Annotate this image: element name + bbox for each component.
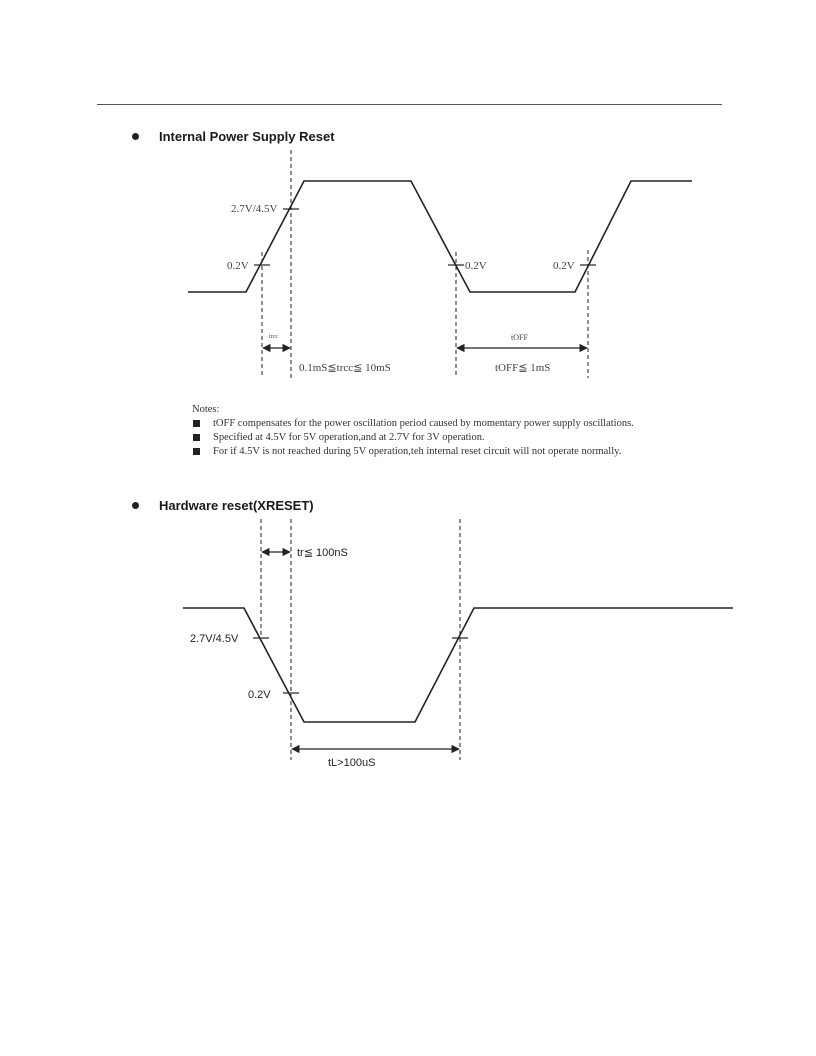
note-item: Specified at 4.5V for 5V operation,and at 2.7V for 3V operation. [192,431,752,445]
label-low-voltage: 0.2V [553,260,575,272]
label-high-voltage: 2.7V/4.5V [231,203,278,215]
section-hardware-reset-heading [132,498,314,513]
label-tr: tr≦ 100nS [297,547,348,559]
label-tl: tL>100uS [328,757,376,769]
diagram-internal-reset [188,150,692,378]
label-trcc: trcc [269,334,278,340]
label-high-voltage: 2.7V/4.5V [190,633,239,645]
label-low-voltage: 0.2V [465,260,487,272]
label-trcc-range: 0.1mS≦trcc≦ 10mS [299,362,391,374]
bullet-icon [132,502,139,509]
notes-title: Notes: [192,404,220,415]
diagram-hardware-reset [183,519,733,760]
section-hardware-reset-title: Hardware reset(XRESET) [159,498,314,513]
note-item: For if 4.5V is not reached during 5V operation,teh internal reset circuit will not operate normally. [192,445,752,459]
power-waveform [188,181,692,292]
note-item: tOFF compensates for the power oscillation period caused by momentary power supply oscillations. [192,417,752,431]
xreset-waveform [183,608,733,722]
section-internal-reset-title: Internal Power Supply Reset [159,129,335,144]
label-low-voltage: 0.2V [227,260,249,272]
label-low-voltage: 0.2V [248,689,271,701]
label-toff: tOFF [511,333,528,342]
notes-block [192,403,752,459]
label-toff-range: tOFF≦ 1mS [495,362,551,374]
